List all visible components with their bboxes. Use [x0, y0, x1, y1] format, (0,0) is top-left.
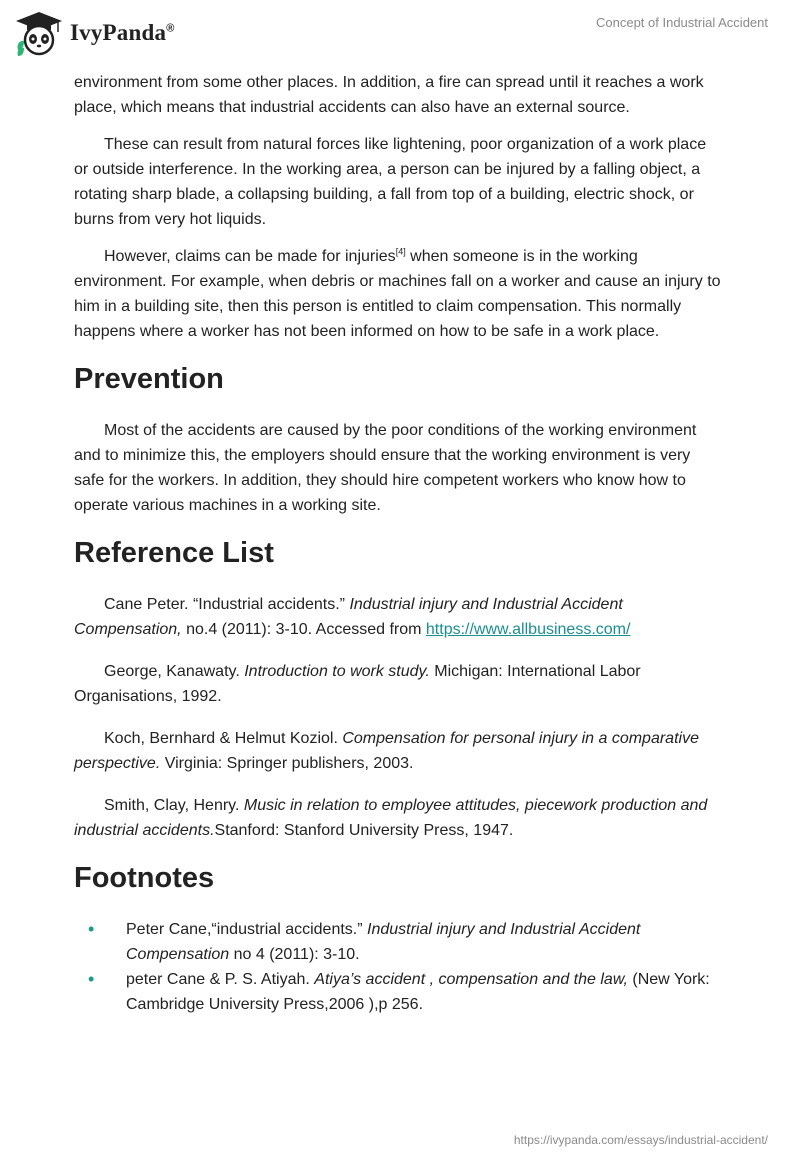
reference-item: Cane Peter. “Industrial accidents.” Industrial injury and Industrial Accident Compensation, no.4 (2011): 3-10. Accessed from https://www.allbusiness.com/ [74, 596, 631, 638]
reference-list-heading: Reference List [74, 537, 274, 569]
registered-mark: ® [166, 22, 175, 35]
bullet-icon: • [88, 969, 95, 989]
footnote-item: • Peter Cane,“industrial accidents.” Industrial injury and Industrial Accident Compensation no 4 (2011): 3-10. [88, 919, 641, 963]
reference-item: Koch, Bernhard & Helmut Koziol. Compensation for personal injury in a comparative perspective. Virginia: Springer publishers, 2003. [74, 730, 699, 772]
panda-graduate-icon [14, 10, 64, 56]
paragraph-continuation: environment from some other places. In addition, a fire can spread until it reaches a work place, which means that industrial accidents can also have an external source. [74, 74, 704, 116]
document-title: Concept of Industrial Accident [596, 15, 768, 30]
footnotes-list [74, 917, 724, 1017]
reference-item: George, Kanawaty. Introduction to work study. Michigan: International Labor Organisations, 1992. [74, 663, 641, 705]
reference-list [74, 592, 724, 843]
page-header [0, 0, 800, 64]
ivypanda-logo[interactable] [14, 10, 175, 56]
brand-name: IvyPanda® [70, 20, 175, 45]
footnote-item: • peter Cane & P. S. Atiyah. Atiya’s accident , compensation and the law, (New York: Cambridge University Press,2006 ),p 256. [88, 969, 710, 1013]
prevention-paragraph: Most of the accidents are caused by the poor conditions of the working environment and to minimize this, the employers should ensure that the working environment is very safe for the workers. In addition, they should hire competent workers who know how to operate various machines in a working site. [74, 422, 697, 514]
paragraph-causes: These can result from natural forces like lightening, poor organization of a work place or outside interference. In the working area, a person can be injured by a falling object, a rotating sharp blade, a collapsing building, a fall from top of a building, electric shock, or burns from very hot liquids. [74, 136, 707, 228]
footnotes-heading: Footnotes [74, 862, 215, 894]
allbusiness-link[interactable]: https://www.allbusiness.com/ [425, 621, 631, 638]
prevention-heading: Prevention [74, 363, 224, 395]
source-url[interactable]: https://ivypanda.com/essays/industrial-accident/ [513, 1133, 768, 1147]
bullet-icon: • [88, 919, 95, 939]
footnote-ref-4[interactable]: [4] [395, 246, 406, 257]
paragraph-claims: However, claims can be made for injuries[4] when someone is in the working environment. For example, when debris or machines fall on a worker and cause an injury to him in a building site, then this person is entitled to claim compensation. This normally happens where a worker has not been informed on how to be safe in a work place. [74, 246, 721, 340]
essay-content [74, 70, 724, 1017]
reference-item: Smith, Clay, Henry. Music in relation to employee attitudes, piecework production and industrial accidents.Stanford: Stanford University Press, 1947. [74, 797, 708, 839]
